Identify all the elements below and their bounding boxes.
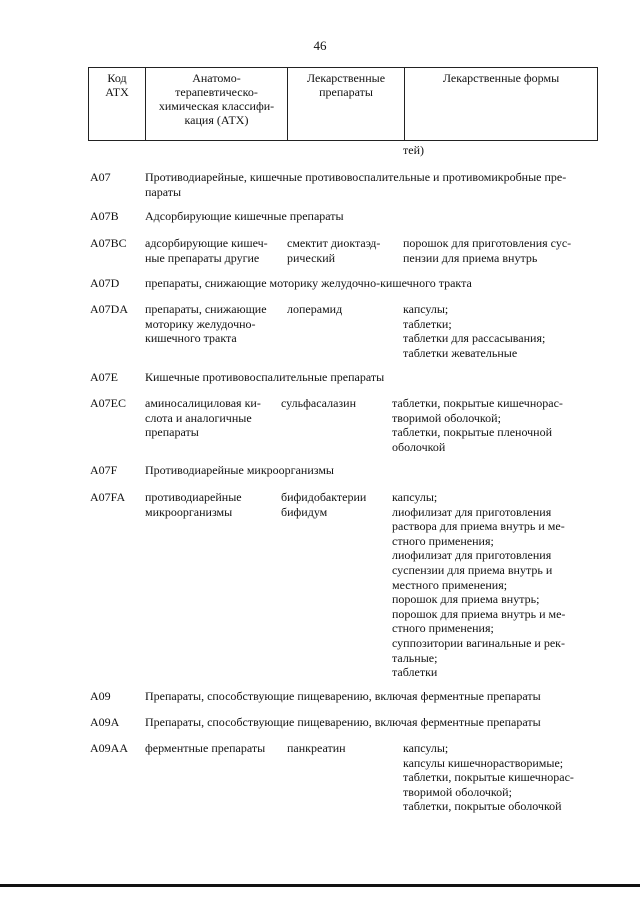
header-dosage-forms: Лекарственные формы — [405, 68, 598, 141]
drug-cell: сульфасалазин — [281, 396, 357, 410]
atx-code: A07D — [90, 276, 120, 290]
group-title: Противодиарейные микроорганизмы — [145, 463, 334, 477]
continuation-text: тей) — [403, 143, 424, 157]
atx-code: A07 — [90, 170, 111, 184]
column-header-table — [88, 67, 598, 141]
drug-cell: панкреатин — [287, 741, 346, 755]
atx-code: A09A — [90, 715, 120, 729]
group-title: препараты, снижающие моторику желудочно-кишечного тракта — [145, 276, 472, 290]
drug-cell: лоперамид — [287, 302, 343, 316]
group-title: Кишечные противовоспалительные препараты — [145, 370, 385, 384]
forms-cell: порошок для приготовления сус- пензии для приема внутрь — [403, 236, 572, 265]
group-title: Противодиарейные, кишечные противовоспалительные и противомикробные пре- параты — [145, 170, 567, 199]
bottom-rule — [0, 884, 640, 887]
header-code-atx: Код АТХ — [89, 68, 146, 141]
atx-code: A07FA — [90, 490, 126, 504]
atx-code: A09 — [90, 689, 111, 703]
atx-code: A07E — [90, 370, 118, 384]
atx-code: A07DA — [90, 302, 128, 316]
header-atx-classification: Анатомо- терапевтическо- химическая классифи- кация (АТХ) — [146, 68, 288, 141]
drug-cell: бифидобактерии бифидум — [281, 490, 367, 519]
page-number: 46 — [313, 38, 327, 53]
atx-code: A07EC — [90, 396, 126, 410]
forms-cell: капсулы; капсулы кишечнорастворимые; таблетки, покрытые кишечнорас- творимой оболочкой; таблетки, покрытые оболочкой — [403, 741, 574, 814]
forms-cell: таблетки, покрытые кишечнорас- творимой оболочкой; таблетки, покрытые пленочной оболочкой — [392, 396, 563, 454]
drug-cell: смектит диоктаэд- рический — [287, 236, 381, 265]
group-title: Препараты, способствующие пищеварению, включая ферментные препараты — [145, 715, 541, 729]
classification-cell: ферментные препараты — [145, 741, 266, 755]
classification-cell: адсорбирующие кишеч- ные препараты другие — [145, 236, 268, 265]
classification-cell: препараты, снижающие моторику желудочно- кишечного тракта — [145, 302, 267, 346]
atx-code: A07B — [90, 209, 119, 223]
classification-cell: аминосалициловая ки- слота и аналогичные препараты — [145, 396, 261, 440]
atx-code: A07F — [90, 463, 118, 477]
atx-code: A07BC — [90, 236, 127, 250]
group-title: Препараты, способствующие пищеварению, включая ферментные препараты — [145, 689, 541, 703]
classification-cell: противодиарейные микроорганизмы — [145, 490, 242, 519]
forms-cell: капсулы; лиофилизат для приготовления раствора для приема внутрь и ме- стного применения; лиофилизат для приготовления суспензии для приема внутрь и местного применения; порошок для приема внутрь; порошок для приема внутрь и ме- стного применения; суппозитории вагинальные и рек- тальные; таблетки — [392, 490, 566, 680]
header-drugs: Лекарственные препараты — [288, 68, 405, 141]
atx-code: A09AA — [90, 741, 128, 755]
group-title: Адсорбирующие кишечные препараты — [145, 209, 344, 223]
forms-cell: капсулы; таблетки; таблетки для рассасывания; таблетки жевательные — [403, 302, 546, 360]
